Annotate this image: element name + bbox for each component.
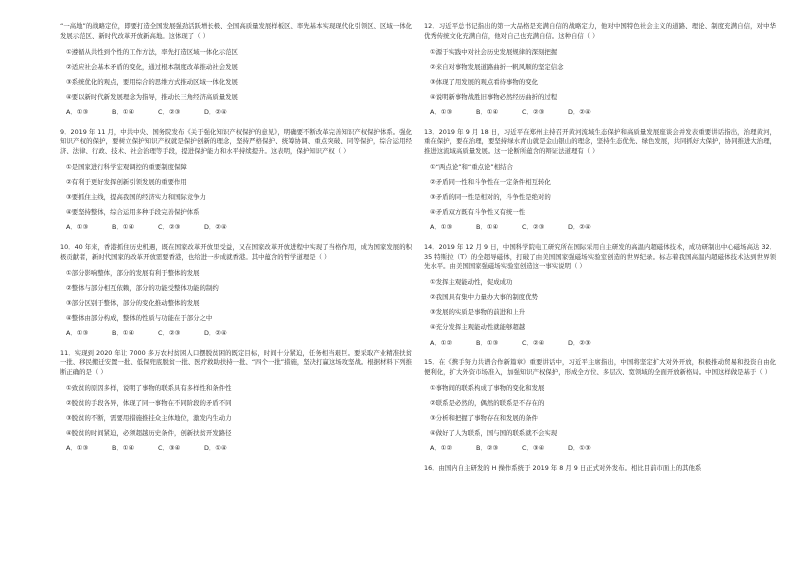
option: ③体现了用发展的观点看待事物的变化 (430, 77, 538, 86)
option: ②我国具有集中力量办大事的制度优势 (430, 293, 538, 302)
answer-choices (424, 444, 776, 454)
answer-c: C．③④ (158, 444, 181, 453)
option: ②矛盾同一性和斗争性在一定条件相互转化 (430, 178, 551, 187)
question-10: 10．40 年来，香港抓住历史机遇，既在国家改革开放里受益，又在国家改革开放进程中实现了当格作用，成为国家发展的积极贡献者，新时代国家的改革开放需要香港，也给进一步成就香港。其中蕴含的哲学道理是（ ） (60, 242, 412, 261)
answer-d: D．①③ (568, 444, 591, 453)
option: ③矛盾的同一性是相对的，斗争性是绝对的 (430, 193, 551, 202)
option: ②整体与部分相互依赖，部分的功能受整体功能的制约 (66, 283, 219, 292)
option: ②脱贫的手段各异，体现了同一事物在不同阶段的矛盾不同 (66, 398, 232, 407)
answer-a: A．①② (430, 338, 453, 347)
option: ③脱贫的不断，需要用措施推挂众主体地位，激发内生动力 (66, 414, 232, 423)
answer-a: A．①③ (66, 328, 89, 337)
answer-a: A．①③ (430, 223, 453, 232)
answer-choices (60, 108, 412, 118)
answer-choices (424, 108, 776, 118)
answer-d: D．②③ (568, 338, 591, 347)
option: ①遵循从共性到个性的工作方法，率先打造区域一体化示范区 (66, 47, 238, 56)
option: ①是国家进行科学宏观调控的重要制度保障 (66, 162, 187, 171)
answer-d: D．②④ (568, 223, 591, 232)
option: ①源于实践中对社会历史发展规律的深刻把握 (430, 47, 558, 56)
answer-choices (424, 223, 776, 233)
answer-choices (424, 339, 776, 349)
question-intro: “一高地”的战略定位，即要打造全国发展强劲活跃增长极、全国高质量发展样板区、率先基本实现现代化引领区、区域一体化发展示范区、新时代改革开放新高地。这体现了（ ） (60, 22, 412, 40)
option: ③分析和把握了事物存在和发展的条件 (430, 414, 538, 423)
option: ④矛盾双方既有斗争性又有统一性 (430, 208, 526, 217)
option: ②有利于更好发挥创新引领发展的重要作用 (66, 178, 187, 187)
answer-b: B．①④ (112, 328, 135, 337)
option: ①事物间的联系构成了事物的变化和发展 (430, 383, 545, 392)
answer-c: C．③④ (522, 444, 545, 453)
question-12: 12．习近平总书记指出的第一大品格是充满自信的战略定力，他对中国特色社会主义的道路、理论、制度充满自信，对中华优秀传统文化充满自信，他对自己也充满自信。这种自信（ ） (424, 22, 776, 40)
question-14: 14．2019 年 12 月 9 日，中国科学院电工研究所在国际采用自主研发的高温内超磁体技术，成功研制出中心磁场高达 32．35 特斯拉（T）的全超导磁体，打破了由美国国家强磁场实验室创造的世界纪录。标志着我国高温内超磁体技术达到世界领先水平。由美国国家强磁场实验室创造这一事实说明（ ） (424, 242, 776, 271)
question-13: 13．2019 年 9 月 18 日，习近平在郑州主持召开黄河流域生态保护和高质量发展座谈会并发表重要讲话指出，治理黄河，重在保护，要在治理，要坚持绿水青山就是金山银山的理念，坚持生态优先、绿色发展，共同抓好大保护，协同推进大治理，推进这流域高质量发展。这一论断所蕴含的辩证法道理有（ ） (424, 127, 776, 155)
answer-a: A．①③ (66, 444, 89, 453)
answer-choices (60, 444, 412, 454)
option: ④要以新时代新发展理念为指导，推动长三角经济高质量发展 (66, 92, 238, 101)
answer-d: D．②④ (204, 223, 227, 232)
answer-a: A．①② (430, 444, 453, 453)
option: ④要坚持整体，综合运用多种手段完善保护体系 (66, 208, 200, 217)
answer-d: D．②④ (204, 328, 227, 337)
question-15: 15．在《携手努力共谱合作新篇章》重要讲话中，习近平主席指出，中国将坚定扩大对外开放，积极推动贸易和投资自由化便利化，扩大外资市场准入，加强知识产权保护，形成全方位、多层次、宽领域的全面开放新格局。中国这样做是基于（ ） (424, 358, 776, 376)
answer-a: A．①③ (66, 223, 89, 232)
option: ①发挥主观能动性，促成成功 (430, 278, 513, 287)
question-11: 11．实现到 2020 年让 7000 多万农村贫困人口摆脱贫困的既定目标，时间十分紧迫，任务相当艰巨。要采取产业精准扶贫一批、移民搬迁安置一批、低保兜底脱贫一批、医疗救助扶持一批、“四个一批”措施，坚决打赢这场攻坚战。根据材料下列推断正确的是（ ） (60, 348, 412, 376)
answer-d: D．①④ (204, 444, 227, 453)
answer-a: A．①③ (66, 108, 89, 117)
answer-c: C．②③ (158, 108, 181, 117)
answer-b: B．②③ (476, 444, 499, 453)
option: ③要抓住主线，提高我国的经济实力和国际竞争力 (66, 193, 206, 202)
answer-b: B．①④ (476, 108, 499, 117)
answer-choices (60, 329, 412, 339)
question-16: 16．由国内自主研发的 H 操作系统于 2019 年 8 月 9 日正式对外发布。相比目前市面上的其他系 (424, 463, 702, 472)
option: ③部分区别于整体，部分的变化推动整体的发展 (66, 298, 200, 307)
option: ①“两点论”和“重点论”相结合 (430, 162, 513, 171)
answer-b: B．①③ (476, 338, 499, 347)
answer-b: B．①④ (112, 108, 135, 117)
option: ②适应社会基本矛盾的变化，通过根本制度改革推动社会发展 (66, 62, 238, 71)
right-column (424, 22, 776, 480)
option: ④脱贫的时间紧迫，必须超越历史条件，创新扶贫开发路径 (66, 429, 232, 438)
left-column (60, 22, 412, 464)
option: ①部分影响整体，部分的发展有利于整体的发展 (66, 268, 200, 277)
option: ④说明新事物战胜旧事物必然经历曲折的过程 (430, 92, 558, 101)
answer-b: B．①④ (476, 223, 499, 232)
option: ④做好了人为联系，国与国的联系就不会实现 (430, 429, 558, 438)
answer-d: D．②④ (568, 108, 591, 117)
option: ③系统优化的观点，要用综合的思维方式推动区域一体化发展 (66, 77, 238, 86)
option: ③发展的实质是事物的前进和上升 (430, 308, 526, 317)
answer-c: C．②④ (522, 338, 545, 347)
answer-c: C．②③ (522, 108, 545, 117)
option: ④整体由部分构成，整体的性质与功能在于部分之中 (66, 313, 213, 322)
answer-c: C．②③ (522, 223, 545, 232)
answer-c: C．②③ (158, 328, 181, 337)
question-9: 9．2019 年 11 月，中共中央、国务院发布《关于强化知识产权保护的意见》，明确要不断改革完善知识产权保护体系。强化知识产权的保护，要树立保护知识产权就是保护创新的理念，坚持严格保护、统筹协调、重点突破、同等保护，综合运用经济、法律、行政、技术、社会治理等手段，提进保护能力和水平持续提升。这表明，保护知识产权（ ） (60, 127, 412, 155)
option: ②联系是必然的，偶然的联系是不存在的 (430, 398, 545, 407)
answer-choices (60, 223, 412, 233)
answer-c: C．②③ (158, 223, 181, 232)
option: ④充分发挥主观能动性就能够超越 (430, 323, 526, 332)
answer-a: A．①③ (430, 108, 453, 117)
answer-b: B．①④ (112, 444, 135, 453)
answer-d: D．②④ (204, 108, 227, 117)
option: ①致贫的原因多样，说明了事物的联系具有多样性和条件性 (66, 383, 232, 392)
answer-b: B．①④ (112, 223, 135, 232)
option: ②来自对事物发展道路曲折一帆风顺的坚定信念 (430, 62, 564, 71)
